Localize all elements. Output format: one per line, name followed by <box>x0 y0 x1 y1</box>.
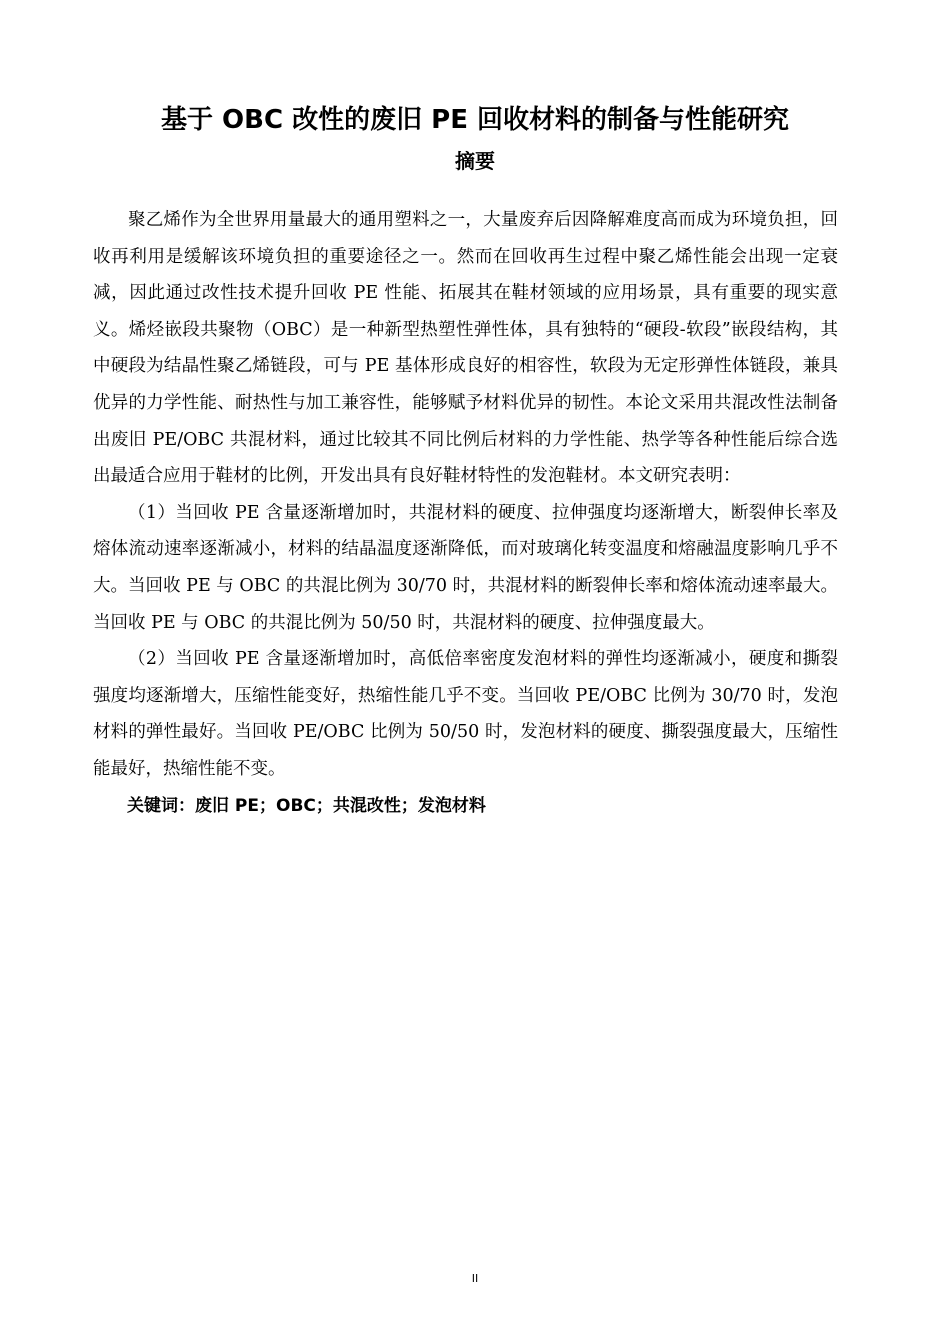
abstract-body <box>93 202 838 824</box>
abstract-paragraph-finding-2: （2）当回收 PE 含量逐渐增加时，高低倍率密度发泡材料的弹性均逐渐减小，硬度和撕裂强度均逐渐增大，压缩性能变好，热缩性能几乎不变。当回收 PE/OBC 比例为 30/70 时，发泡材料的弹性最好。当回收 PE/OBC 比例为 50/50 时，发泡材料的硬度、撕裂强度最大，压缩性能最好，热缩性能不变。 <box>93 649 838 779</box>
abstract-paragraph-finding-1: （1）当回收 PE 含量逐渐增加时，共混材料的硬度、拉伸强度均逐渐增大，断裂伸长率及熔体流动速率逐渐减小，材料的结晶温度逐渐降低，而对玻璃化转变温度和熔融温度影响几乎不大。当回收 PE 与 OBC 的共混比例为 30/70 时，共混材料的断裂伸长率和熔体流动速率最大。当回收 PE 与 OBC 的共混比例为 50/50 时，共混材料的硬度、拉伸强度最大。 <box>93 502 838 633</box>
keywords-line: 关键词：废旧 PE；OBC；共混改性；发泡材料 <box>127 795 486 816</box>
abstract-heading: 摘要 <box>455 149 495 173</box>
page-number: II <box>471 1272 479 1285</box>
abstract-paragraph-intro: 聚乙烯作为全世界用量最大的通用塑料之一，大量废弃后因降解难度高而成为环境负担，回收再利用是缓解该环境负担的重要途径之一。然而在回收再生过程中聚乙烯性能会出现一定衰减，因此通过改性技术提升回收 PE 性能、拓展其在鞋材领域的应用场景，具有重要的现实意义。烯烃嵌段共聚物（OBC）是一种新型热塑性弹性体，具有独特的“硬段-软段”嵌段结构，其中硬段为结晶性聚乙烯链段，可与 PE 基体形成良好的相容性，软段为无定形弹性体链段，兼具优异的力学性能、耐热性与加工兼容性，能够赋予材料优异的韧性。本论文采用共混改性法制备出废旧 PE/OBC 共混材料，通过比较其不同比例后材料的力学性能、热学等各种性能后综合选出最适合应用于鞋材的比例，开发出具有良好鞋材特性的发泡鞋材。本文研究表明： <box>93 210 838 487</box>
document-title: 基于 OBC 改性的废旧 PE 回收材料的制备与性能研究 <box>160 105 790 135</box>
